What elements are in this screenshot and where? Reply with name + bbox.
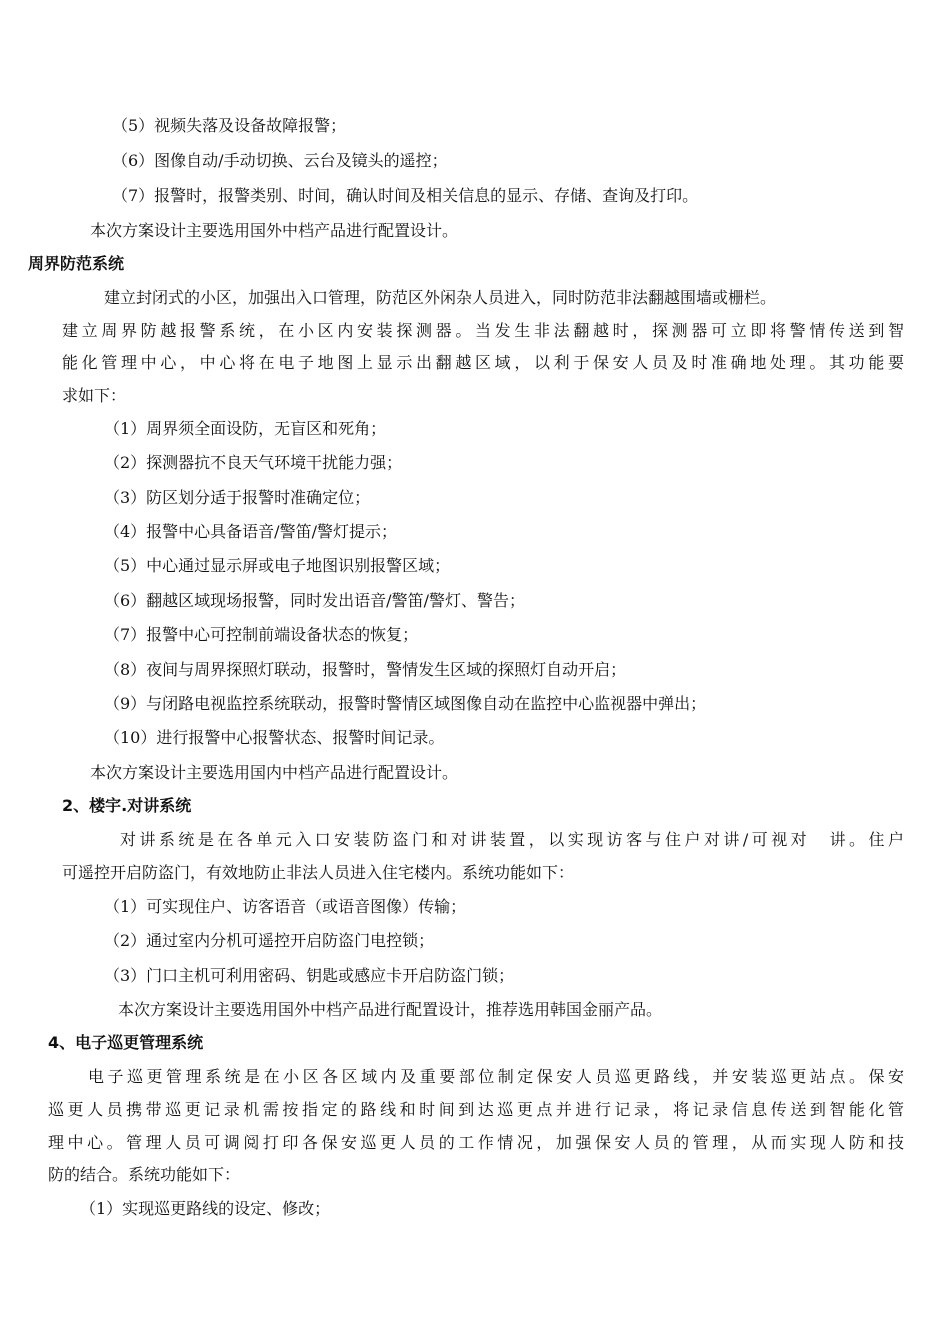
list-item: （5）中心通过显示屏或电子地图识别报警区域； [104,556,451,575]
list-item: （10）进行报警中心报警状态、报警时间记录。 [104,728,445,747]
list-item: （2）通过室内分机可遥控开启防盗门电控锁； [104,931,435,950]
paragraph-line: 建立周界防越报警系统，在小区内安装探测器。当发生非法翻越时，探测器可立即将警情传送到智 [62,321,904,340]
paragraph-line: 巡更人员携带巡更记录机需按指定的路线和时间到达巡更点并进行记录，将记录信息传送到智能化管 [48,1100,904,1119]
paragraph-line: 电子巡更管理系统是在小区各区域内及重要部位制定保安人员巡更路线，并安装巡更站点。保安 [88,1067,904,1086]
list-item: （3）防区划分适于报警时准确定位； [104,488,371,507]
paragraph-line: 可遥控开启防盗门，有效地防止非法人员进入住宅楼内。系统功能如下： [62,863,575,882]
list-item: （7）报警时，报警类别、时间，确认时间及相关信息的显示、存储、查询及打印。 [112,186,699,205]
paragraph-line: 能化管理中心，中心将在电子地图上显示出翻越区域，以利于保安人员及时准确地处理。其功能要 [62,353,904,372]
paragraph-line: 建立封闭式的小区，加强出入口管理，防范区外闲杂人员进入，同时防范非法翻越围墙或栅栏。 [104,288,777,307]
section-heading: 周界防范系统 [28,254,125,273]
list-item: （9）与闭路电视监控系统联动，报警时警情区域图像自动在监控中心监视器中弹出； [104,694,707,713]
paragraph-line: 防的结合。系统功能如下： [48,1165,241,1184]
list-item: （6）图像自动/手动切换、云台及镜头的遥控； [112,151,448,170]
list-item: （1）周界须全面设防，无盲区和死角； [104,419,387,438]
list-item: （1）实现巡更路线的设定、修改； [80,1199,331,1218]
list-item: （7）报警中心可控制前端设备状态的恢复； [104,625,419,644]
list-item: （1）可实现住户、访客语音（或语音图像）传输； [104,897,467,916]
note-text: 本次方案设计主要选用国外中档产品进行配置设计，推荐选用韩国金丽产品。 [118,1000,663,1019]
list-item: （6）翻越区域现场报警，同时发出语音/警笛/警灯、警告； [104,591,525,610]
paragraph-line: 对讲系统是在各单元入口安装防盗门和对讲装置，以实现访客与住户对讲/可视对 讲。住户 [120,830,904,849]
list-item: （4）报警中心具备语音/警笛/警灯提示； [104,522,397,541]
note-text: 本次方案设计主要选用国外中档产品进行配置设计。 [90,221,459,240]
paragraph-line: 理中心。管理人员可调阅打印各保安巡更人员的工作情况，加强保安人员的管理，从而实现人防和技 [48,1133,904,1152]
list-item: （8）夜间与周界探照灯联动，报警时，警情发生区域的探照灯自动开启； [104,660,627,679]
section-heading: 2、楼宇.对讲系统 [62,796,192,815]
list-item: （3）门口主机可利用密码、钥匙或感应卡开启防盗门锁； [104,966,515,985]
paragraph-line: 求如下： [62,386,127,405]
section-heading: 4、电子巡更管理系统 [48,1033,204,1052]
note-text: 本次方案设计主要选用国内中档产品进行配置设计。 [90,763,459,782]
list-item: （2）探测器抗不良天气环境干扰能力强； [104,453,403,472]
list-item: （5）视频失落及设备故障报警； [112,116,347,135]
